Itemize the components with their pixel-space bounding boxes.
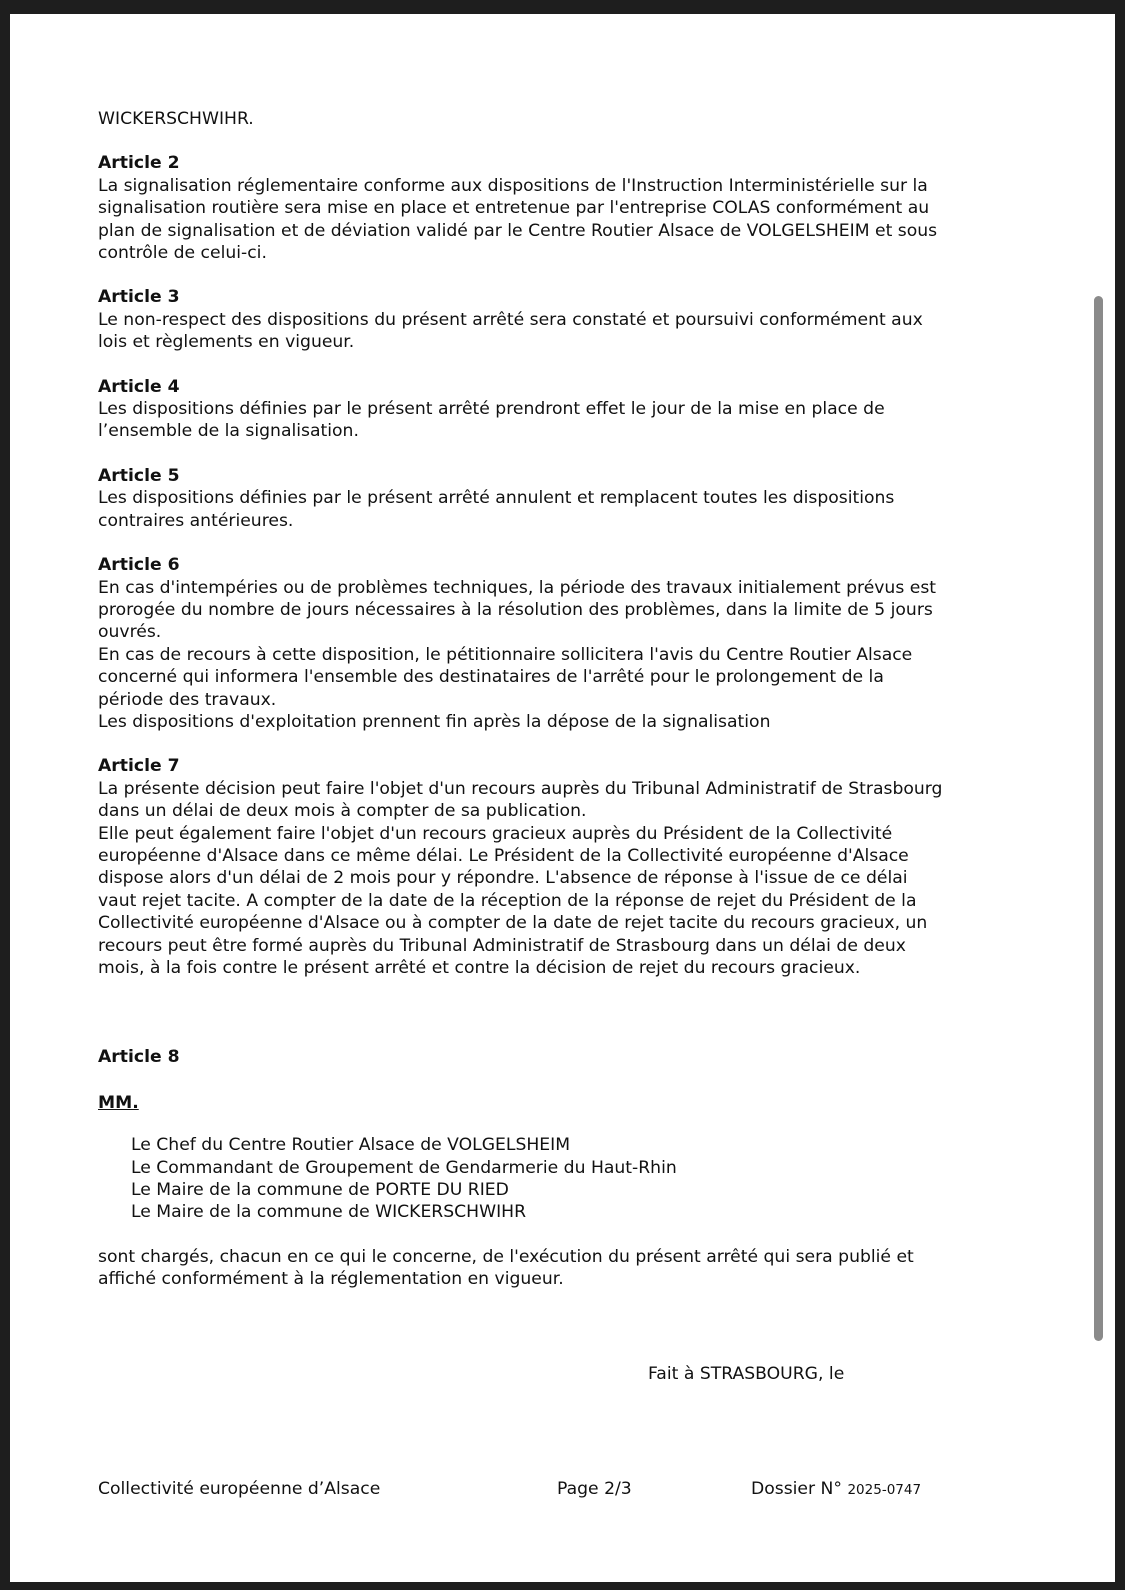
article-heading: Article 8 [98,1047,180,1068]
closing-paragraph [98,1246,1058,1291]
text-line: Collectivité européenne d'Alsace ou à compter de la date de rejet tacite du recours gracieux, un [98,913,928,934]
article-3 [98,286,1058,353]
footer-page-number: Page 2/3 [557,1479,632,1499]
text-line: Les dispositions définies par le présent arrêté prendront effet le jour de la mise en place de [98,399,885,420]
text-line: mois, à la fois contre le présent arrêté et contre la décision de rejet du recours gracieux. [98,958,861,978]
text-line: sont chargés, chacun en ce qui le concerne, de l'exécution du présent arrêté qui sera publié et [98,1246,914,1267]
text-line: La signalisation réglementaire conforme aux dispositions de l'Instruction Interministérielle sur la [98,175,928,196]
article-8 [98,1046,1058,1068]
text-line: concerné qui informera l'ensemble des destinataires de l'arrêté pour le prolongement de la [98,667,884,688]
article-5 [98,465,1058,532]
article-2 [98,152,1058,264]
recipients-list [98,1134,1058,1224]
article-heading: Article 3 [98,287,180,308]
text-line: vaut rejet tacite. A compter de la date de la réception de la réponse de rejet du Président de la [98,890,917,911]
footer-dossier-label: Dossier N° [751,1479,842,1499]
document-page [10,14,1115,1582]
text-line: signalisation routière sera mise en place et entretenue par l'entreprise COLAS conformément au [98,198,930,219]
intro-paragraph [98,108,1058,130]
text-line: contraires antérieures. [98,510,294,531]
text-line: En cas d'intempéries ou de problèmes techniques, la période des travaux initialement prévus est [98,577,937,598]
footer-organization: Collectivité européenne d’Alsace [98,1479,381,1499]
article-heading: Article 4 [98,376,180,397]
article-7 [98,755,1058,979]
recipient-item: Le Maire de la commune de PORTE DU RIED [131,1180,509,1201]
text-line: période des travaux. [98,689,277,710]
text-line: affiché conformément à la réglementation en vigueur. [98,1269,564,1290]
text-line: dispose alors d'un délai de 2 mois pour y répondre. L'absence de réponse à l'issue de ce délai [98,868,908,889]
recipient-item: Le Maire de la commune de WICKERSCHWIHR [131,1202,527,1223]
text-line: prorogée du nombre de jours nécessaires à la résolution des problèmes, dans la limite de 5 jours [98,599,933,620]
page-content [98,108,1058,1313]
recipient-item: Le Commandant de Groupement de Gendarmerie du Haut-Rhin [131,1157,677,1178]
article-heading: Article 2 [98,153,180,174]
text-line: lois et règlements en vigueur. [98,332,355,353]
text-line: européenne d'Alsace dans ce même délai. Le Président de la Collectivité européenne d'Alsace [98,845,909,866]
footer-dossier [751,1478,921,1501]
text-line: En cas de recours à cette disposition, le pétitionnaire sollicitera l'avis du Centre Routier Alsace [98,644,913,665]
text-line: Elle peut également faire l'objet d'un recours gracieux auprès du Président de la Collectivité [98,823,893,844]
text-line: recours peut être formé auprès du Tribunal Administratif de Strasbourg dans un délai de deux [98,935,906,956]
text-line: La présente décision peut faire l'objet d'un recours auprès du Tribunal Administratif de Strasbourg [98,778,943,799]
signature-line: Fait à STRASBOURG, le [648,1364,845,1384]
article-4 [98,376,1058,443]
footer-dossier-number: 2025-0747 [847,1482,922,1498]
text-line: Les dispositions d'exploitation prennent fin après la dépose de la signalisation [98,711,771,732]
text-line: ouvrés. [98,622,162,643]
text-line: dans un délai de deux mois à compter de sa publication. [98,801,587,822]
text-line: Les dispositions définies par le présent arrêté annulent et remplacent toutes les dispositions [98,488,895,509]
text-line: plan de signalisation et de déviation validé par le Centre Routier Alsace de VOLGELSHEIM et sous [98,220,938,241]
mm-label-block [98,1092,1058,1114]
recipient-item: Le Chef du Centre Routier Alsace de VOLGELSHEIM [131,1135,571,1156]
article-6 [98,554,1058,733]
article-heading: Article 6 [98,555,180,576]
mm-label: MM. [98,1092,139,1113]
text-line: Le non-respect des dispositions du présent arrêté sera constaté et poursuivi conformément aux [98,309,923,330]
article-heading: Article 7 [98,756,180,777]
scrollbar-thumb[interactable] [1094,296,1103,1341]
text-line: contrôle de celui-ci. [98,243,267,264]
intro-line: WICKERSCHWIHR. [98,109,254,129]
article-heading: Article 5 [98,465,180,486]
text-line: l’ensemble de la signalisation. [98,421,359,442]
